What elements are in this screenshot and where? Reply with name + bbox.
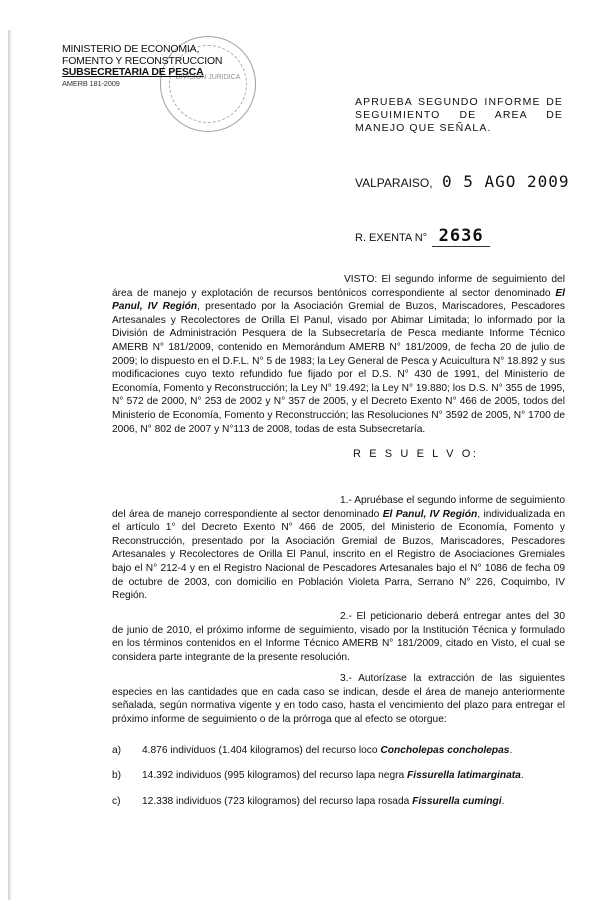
article-1: 1.- Apruébase el segundo informe de seguimiento del área de manejo correspondiente al sector denominado El Panul, IV Región, individualizada en el artículo 1° del Decreto Exento N° 466 de 2005, del Ministerio de Economía, Fomento y Reconstrucción, presentado por la Asociación Gremial de Buzos, Mariscadores, Pescadores Artesanales y Recolectores de Orilla El Panul, inscrito en el Registro de Asociaciones Gremiales bajo el N° 212-4 y en el Registro Nacional de Pescadores Artesanales bajo el N° 1086 de fecha 09 de octubre de 2003, con domicilio en Población Violeta Parra, Serrano N° 226, Coquimbo, IV Región. (112, 495, 565, 602)
resuelvo-heading: R E S U E L V O: (353, 448, 479, 460)
visto-paragraph: VISTO: El segundo informe de seguimiento del área de manejo y explotación de recursos bentónicos correspondiente al sector denominado El Panul, IV Región, presentado por la Asociación Gremial de Buzos, Mariscadores, Pescadores Artesanales y Recolectores de Orilla El Panul, visado por Abimar Limitada; lo informado por la División de Administración Pesquera de la Subsecretaría de Pesca mediante Informe Técnico AMERB N° 181/2009, contenido en Memorándum AMERB N° 181/2009, de fecha 20 de julio de 2009; lo dispuesto en el D.F.L. N° 5 de 1983; la Ley General de Pesca y Acuicultura N° 18.892 y sus modificaciones cuyo texto refundido fue fijado por el D.S. N° 430 de 1991, del Ministerio de Economía, Fomento y Reconstrucción; la Ley N° 19.492; la Ley N° 19.880; los D.S. N° 355 de 1995, N° 572 de 2000, N° 253 de 2002 y N° 357 de 2005, y el Decreto Exento N° 466 de 2005, todos del Ministerio de Economía, Fomento y Reconstrucción; las Resoluciones N° 3592 de 2005, N° 1700 de 2006, N° 802 de 2007 y N°113 de 2008, todas de esta Subsecretaría. (112, 274, 565, 435)
resolution-number (355, 226, 490, 247)
document-title: APRUEBA SEGUNDO INFORME DE SEGUIMIENTO DE AREA DE MANEJO QUE SEÑALA. (355, 96, 563, 134)
city: VALPARAISO, (355, 176, 433, 190)
date-stamp: 0 5 AGO 2009 (441, 172, 570, 191)
article-3-number: 3.- (340, 673, 352, 684)
species-name: Fissurella latimarginata (407, 770, 521, 781)
article-2-number: 2.- (340, 611, 352, 622)
place-date (355, 172, 570, 191)
list-item: a) 4.876 individuos (1.404 kilogramos) del recurso loco Concholepas concholepas. (112, 745, 513, 756)
species-name: Concholepas concholepas (380, 745, 510, 756)
resolution-label: R. EXENTA N° (355, 232, 428, 244)
letterhead-reference: AMERB 181-2009 (62, 78, 120, 88)
scan-edge (8, 30, 12, 900)
stamp-text: DIVISION JURIDICA (175, 74, 241, 81)
list-item: c) 12.338 individuos (723 kilogramos) del recurso lapa rosada Fissurella cumingi. (112, 796, 505, 807)
article-1-sector: El Panul, IV Región (382, 508, 478, 520)
letterhead-ministry-2: FOMENTO Y RECONSTRUCCION (62, 54, 223, 67)
letterhead-ministry: MINISTERIO DE ECONOMIA, (62, 43, 200, 55)
letterhead-subsecretaria: SUBSECRETARIA DE PESCA (62, 66, 204, 78)
article-1-number: 1.- (340, 495, 352, 506)
visto-sector: El Panul, IV Región (112, 287, 565, 313)
article-2: 2.- El peticionario deberá entregar antes del 30 de junio de 2010, el próximo informe de seguimiento, visado por la Institución Técnica y formulado en los términos contenidos en el Informe Técnico AMERB N° 181/2009, citado en Visto, el cual se considera parte integrante de la presente resolución. (112, 611, 565, 663)
article-3: 3.- Autorízase la extracción de las siguientes especies en las cantidades que en cada caso se indican, desde el área de manejo anteriormente señalada, según normativa vigente y en todo caso, hasta el vencimiento del plazo para entregar el próximo informe de seguimiento o de la prórroga que al efecto se otorgue: (112, 673, 565, 725)
resolution-number-value: 2636 (432, 226, 490, 247)
list-item: b) 14.392 individuos (995 kilogramos) del recurso lapa negra Fissurella latimarginata. (112, 770, 524, 781)
visto-label: VISTO: (344, 274, 378, 285)
species-name: Fissurella cumingi (412, 796, 502, 807)
letterhead (62, 44, 252, 89)
